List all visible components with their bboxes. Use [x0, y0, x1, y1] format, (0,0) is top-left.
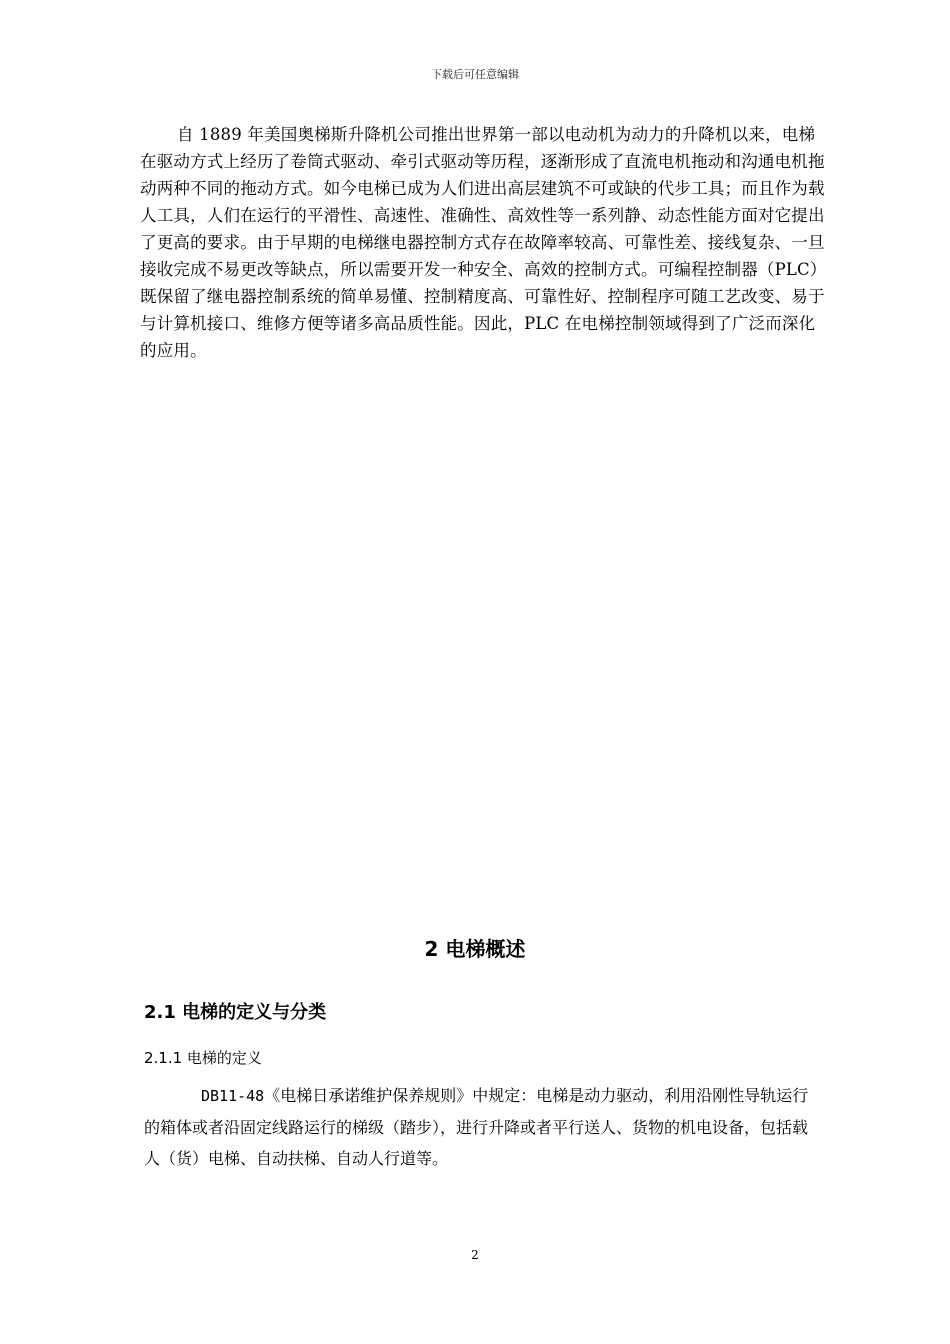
standard-code: DB11-48: [201, 1087, 265, 1105]
subsection-heading: 2.1.1 电梯的定义: [144, 1049, 262, 1067]
intro-paragraph: 自 1889 年美国奥梯斯升降机公司推出世界第一部以电动机为动力的升降机以来，电梯在驱动方式上经历了卷筒式驱动、牵引式驱动等历程，逐渐形成了直流电机拖动和沟通电机拖动两种不同的拖动方式。如今电梯已成为人们进出高层建筑不可或缺的代步工具；而且作为载人工具，人们在运行的平滑性、高速性、准确性、高效性等一系列静、动态性能方面对它提出了更高的要求。由于早期的电梯继电器控制方式存在故障率较高、可靠性差、接线复杂、一旦接收完成不易更改等缺点，所以需要开发一种安全、高效的控制方式。可编程控制器（PLC）既保留了继电器控制系统的简单易懂、控制精度高、可靠性好、控制程序可随工艺改变、易于与计算机接口、维修方便等诸多高品质性能。因此，PLC 在电梯控制领域得到了广泛而深化的应用。: [140, 125, 827, 360]
page-header: 下载后可任意编辑: [431, 68, 519, 81]
page-number: 2: [471, 1248, 479, 1262]
definition-text: 《电梯日承诺维护保养规则》中规定：电梯是动力驱动，利用沿刚性导轨运行的箱体或者沿固定线路运行的梯级（踏步），进行升降或者平行送人、货物的机电设备，包括载人（货）电梯、自动扶梯、自动人行道等。: [144, 1086, 809, 1168]
definition-paragraph: [144, 1080, 814, 1174]
chapter-heading: 2 电梯概述: [424, 937, 526, 961]
section-heading: 2.1 电梯的定义与分类: [144, 1002, 327, 1023]
